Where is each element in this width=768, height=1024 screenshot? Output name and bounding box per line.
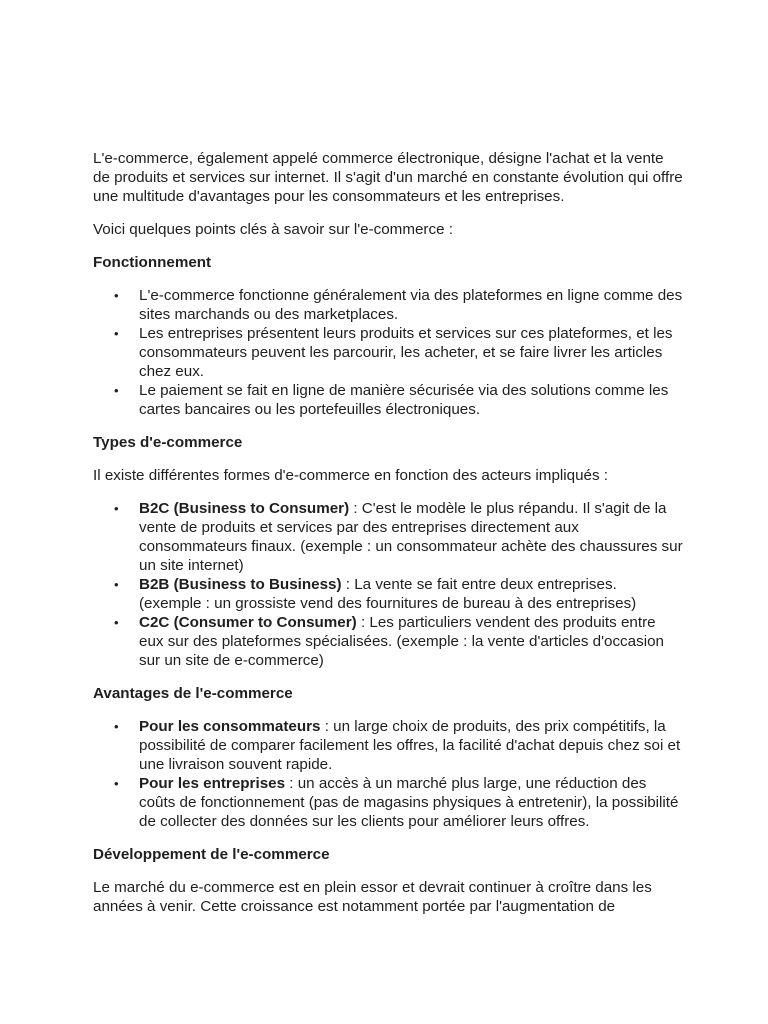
list-item-text: : Les particuliers vendent des produits entre eux sur des plateformes spécialisées. (exemple : la vente d'articles d'occasion sur un site de e-commerce) xyxy=(139,614,664,669)
list-fonctionnement xyxy=(93,286,683,419)
list-item xyxy=(114,717,683,774)
list-item-text: : La vente se fait entre deux entreprises. (exemple : un grossiste vend des fournitures de bureau à des entreprises) xyxy=(139,576,637,612)
list-item-term: B2B (Business to Business) xyxy=(139,576,342,593)
list-item-text: : un accès à un marché plus large, une réduction des coûts de fonctionnement (pas de magasins physiques à entretenir), la possibilité de collecter des données sur les clients pour améliorer leurs offres. xyxy=(139,775,679,830)
list-item xyxy=(114,499,683,575)
bullet-icon: • xyxy=(114,326,119,341)
bullet-icon: • xyxy=(114,615,119,630)
list-item-term: B2C (Business to Consumer) xyxy=(139,500,350,517)
bullet-icon: • xyxy=(114,383,119,398)
bullet-icon: • xyxy=(114,288,119,303)
list-item-text: L'e-commerce fonctionne généralement via des plateformes en ligne comme des sites marchands ou des marketplaces. xyxy=(139,287,683,323)
heading-types: Types d'e-commerce xyxy=(93,434,243,451)
list-item-term: Pour les consommateurs xyxy=(139,718,321,735)
heading-avantages: Avantages de l'e-commerce xyxy=(93,685,293,702)
list-item-text: : C'est le modèle le plus répandu. Il s'agit de la vente de produits et services par des entreprises directement aux consommateurs finaux. (exemple : un consommateur achète des chaussures sur un site internet) xyxy=(139,500,683,574)
bullet-icon: • xyxy=(114,577,119,592)
list-item xyxy=(114,324,683,381)
document-page xyxy=(93,149,683,930)
heading-fonctionnement: Fonctionnement xyxy=(93,254,212,271)
bullet-icon: • xyxy=(114,501,119,516)
list-item xyxy=(114,381,683,419)
list-item xyxy=(114,613,683,670)
list-item xyxy=(114,575,683,613)
list-item-text: : un large choix de produits, des prix compétitifs, la possibilité de comparer facilement les offres, la facilité d'achat depuis chez soi et une livraison souvent rapide. xyxy=(139,718,681,773)
list-item-text: Le paiement se fait en ligne de manière sécurisée via des solutions comme les cartes bancaires ou les portefeuilles électroniques. xyxy=(139,382,669,418)
intro-lead: Voici quelques points clés à savoir sur l'e-commerce : xyxy=(93,221,453,238)
list-item xyxy=(114,774,683,831)
types-intro: Il existe différentes formes d'e-commerce en fonction des acteurs impliqués : xyxy=(93,467,609,484)
bullet-icon: • xyxy=(114,776,119,791)
heading-developpement: Développement de l'e-commerce xyxy=(93,846,330,863)
list-types xyxy=(93,499,683,670)
intro-paragraph: L'e-commerce, également appelé commerce électronique, désigne l'achat et la vente de produits et services sur internet. Il s'agit d'un marché en constante évolution qui offre une multitude d'avantages pour les consommateurs et les entreprises. xyxy=(93,150,683,205)
list-avantages xyxy=(93,717,683,831)
bullet-icon: • xyxy=(114,719,119,734)
list-item-term: C2C (Consumer to Consumer) xyxy=(139,614,357,631)
list-item-text: Les entreprises présentent leurs produits et services sur ces plateformes, et les consommateurs peuvent les parcourir, les acheter, et se faire livrer les articles chez eux. xyxy=(139,325,673,380)
list-item xyxy=(114,286,683,324)
list-item-term: Pour les entreprises xyxy=(139,775,286,792)
developpement-paragraph: Le marché du e-commerce est en plein essor et devrait continuer à croître dans les années à venir. Cette croissance est notamment portée par l'augmentation de xyxy=(93,879,652,915)
